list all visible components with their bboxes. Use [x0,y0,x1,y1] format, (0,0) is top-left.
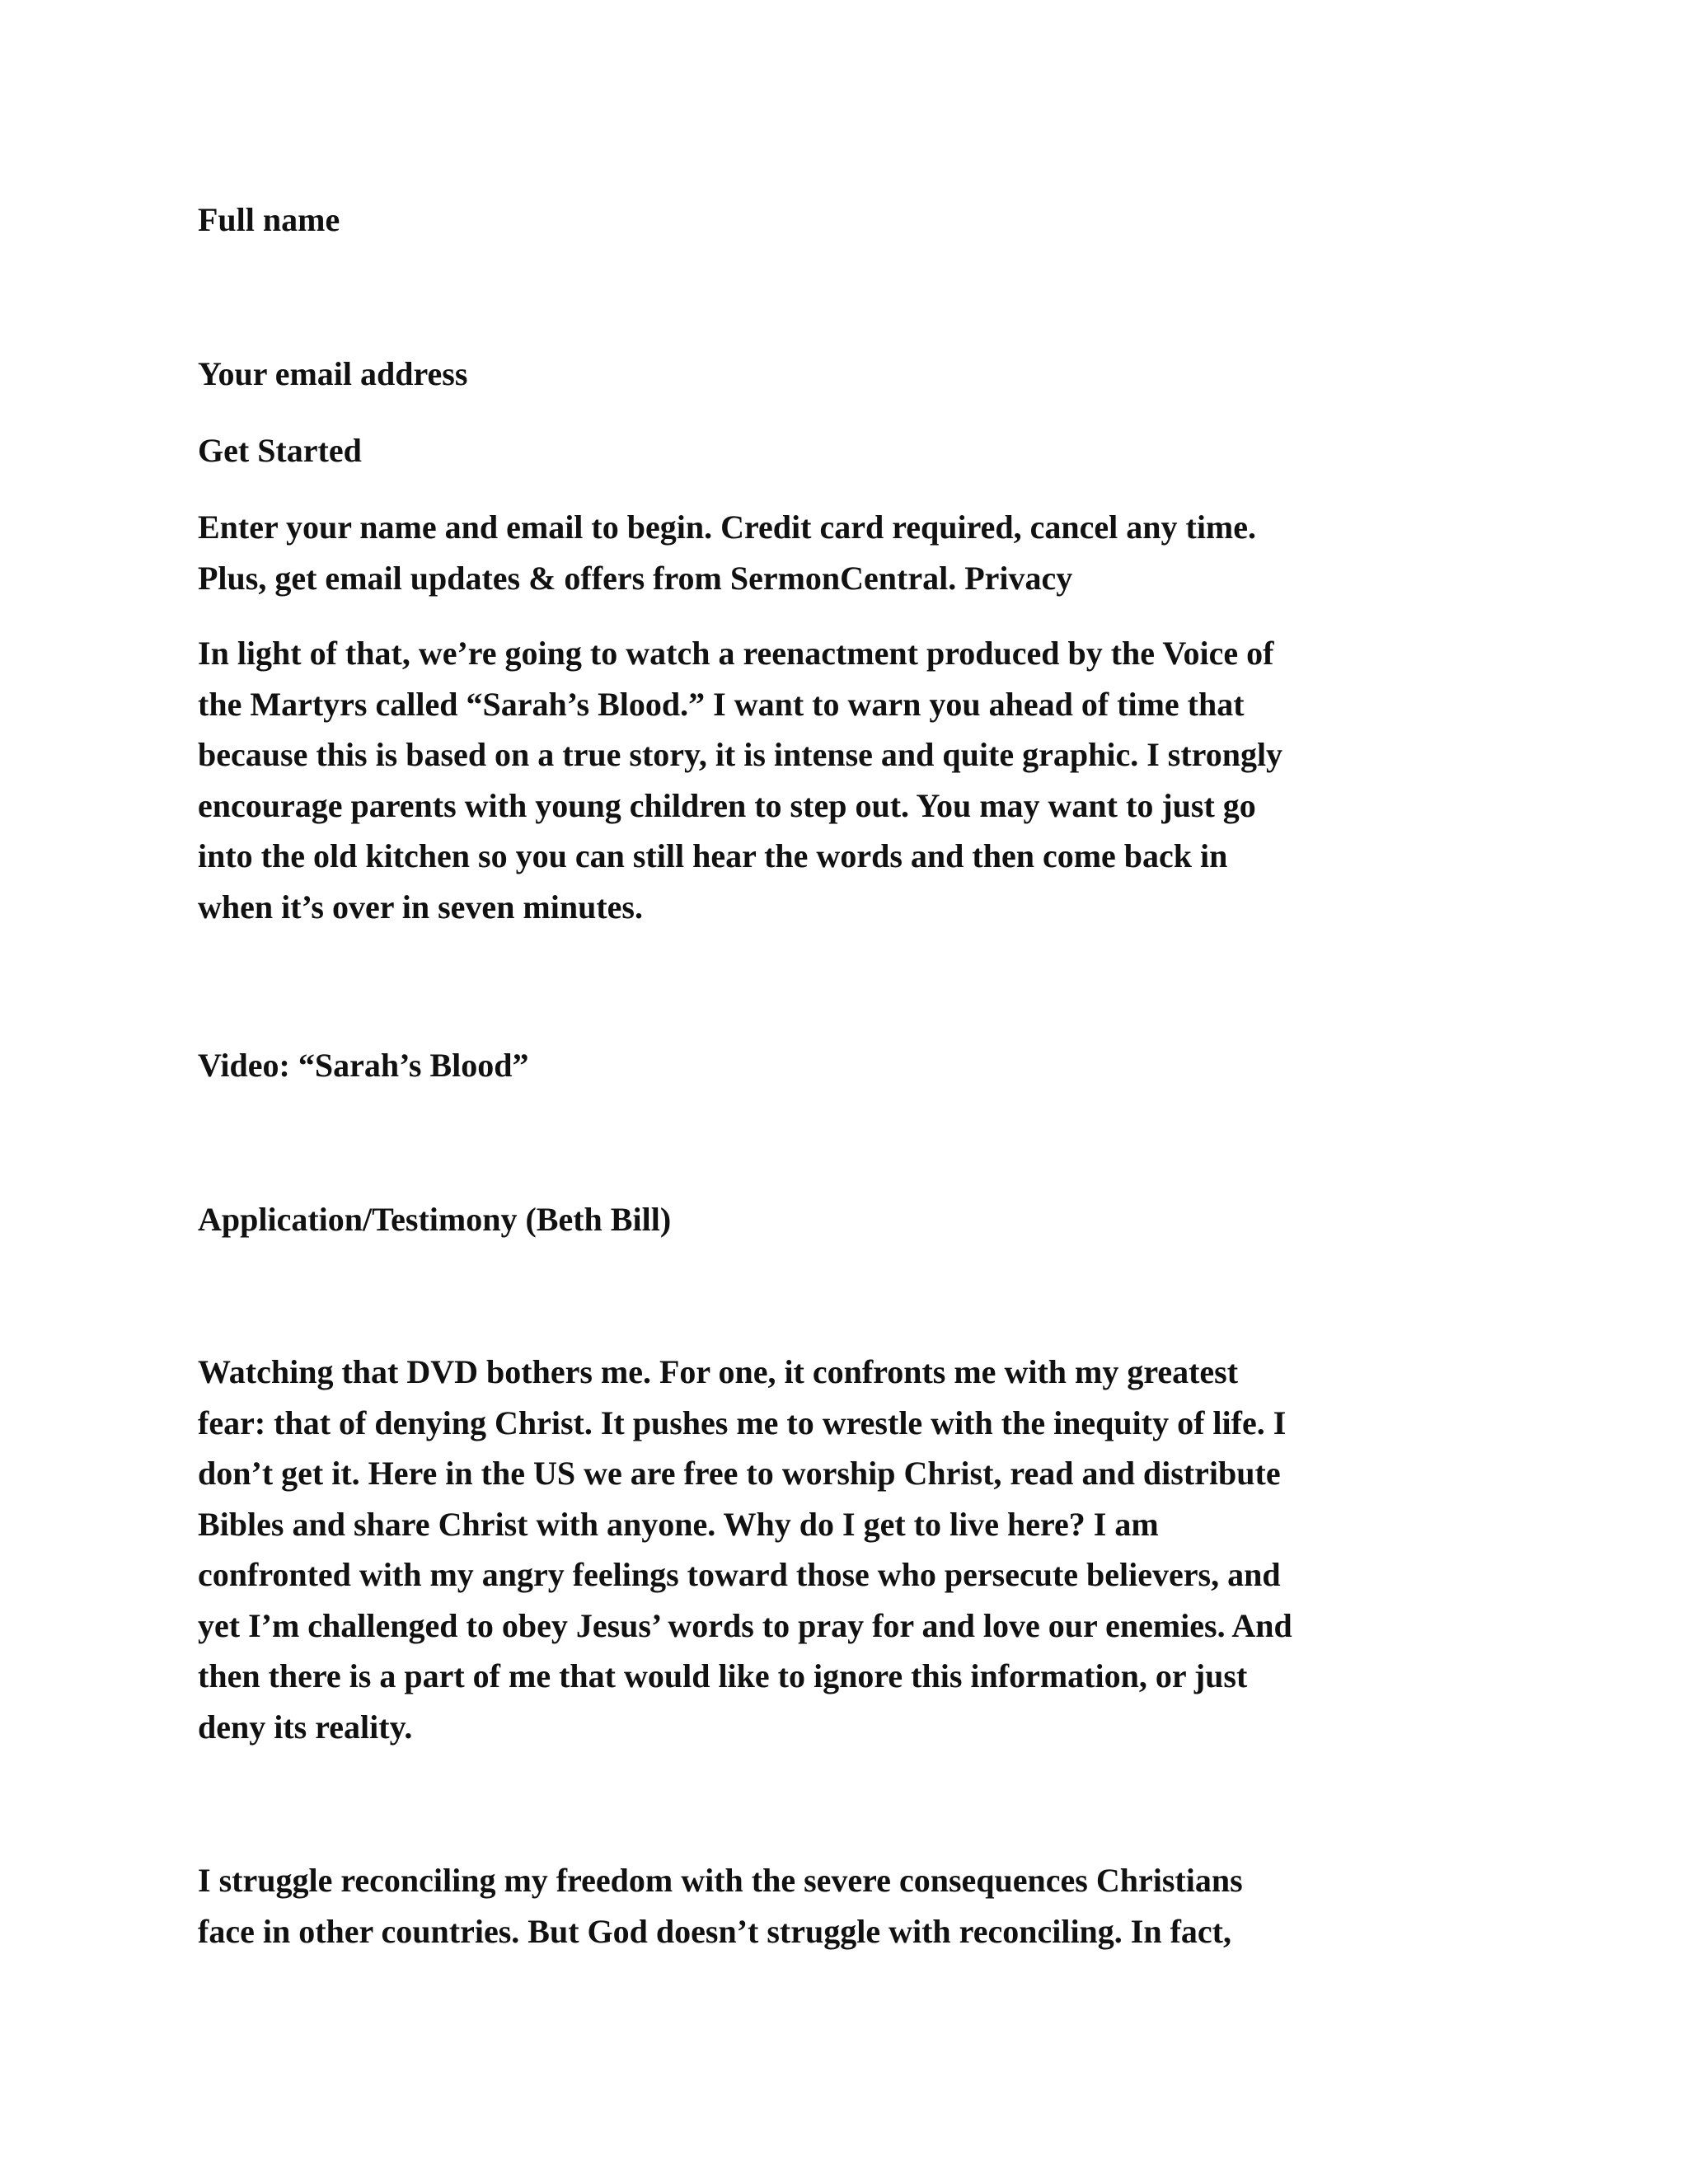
paragraph-line: face in other countries. But God doesn’t struggle with reconciling. In fact, [198,1912,1232,1950]
struggle-paragraph [198,1855,1533,1957]
paragraph-line: Watching that DVD bothers me. For one, it confronts me with my greatest [198,1353,1239,1390]
paragraph-line: when it’s over in seven minutes. [198,888,643,926]
paragraph-line: because this is based on a true story, it is intense and quite graphic. I strongly [198,736,1283,773]
paragraph-line: confronted with my angry feelings toward those who persecute believers, and [198,1556,1281,1593]
signup-notice-line: Enter your name and email to begin. Credit card required, cancel any time. [198,509,1257,546]
paragraph-line: In light of that, we’re going to watch a reenactment produced by the Voice of [198,635,1274,672]
paragraph-line: into the old kitchen so you can still hear the words and then come back in [198,837,1228,874]
paragraph-line: encourage parents with young children to step out. You may want to just go [198,786,1256,824]
paragraph-line: yet I’m challenged to obey Jesus’ words to pray for and love our enemies. And [198,1606,1292,1644]
paragraph-line: deny its reality. [198,1708,413,1746]
paragraph-line: I struggle reconciling my freedom with the severe consequences Christians [198,1862,1243,1899]
signup-notice-line: Plus, get email updates & offers from SermonCentral. Privacy [198,559,1073,597]
full-name-label: Full name [198,201,340,238]
application-heading: Application/Testimony (Beth Bill) [198,1201,672,1238]
paragraph-line: the Martyrs called “Sarah’s Blood.” I want to warn you ahead of time that [198,685,1245,723]
paragraph-line: fear: that of denying Christ. It pushes me to wrestle with the inequity of life. I [198,1404,1287,1441]
paragraph-line: Bibles and share Christ with anyone. Why do I get to live here? I am [198,1505,1159,1543]
paragraph-line: don’t get it. Here in the US we are free to worship Christ, read and distribute [198,1455,1281,1492]
video-heading: Video: “Sarah’s Blood” [198,1047,529,1084]
paragraph-line: then there is a part of me that would like to ignore this information, or just [198,1657,1248,1694]
testimony-paragraph [198,1347,1533,1752]
get-started-label: Get Started [198,432,362,469]
email-address-label: Your email address [198,355,468,392]
signup-notice [198,502,1533,603]
intro-paragraph [198,628,1533,932]
